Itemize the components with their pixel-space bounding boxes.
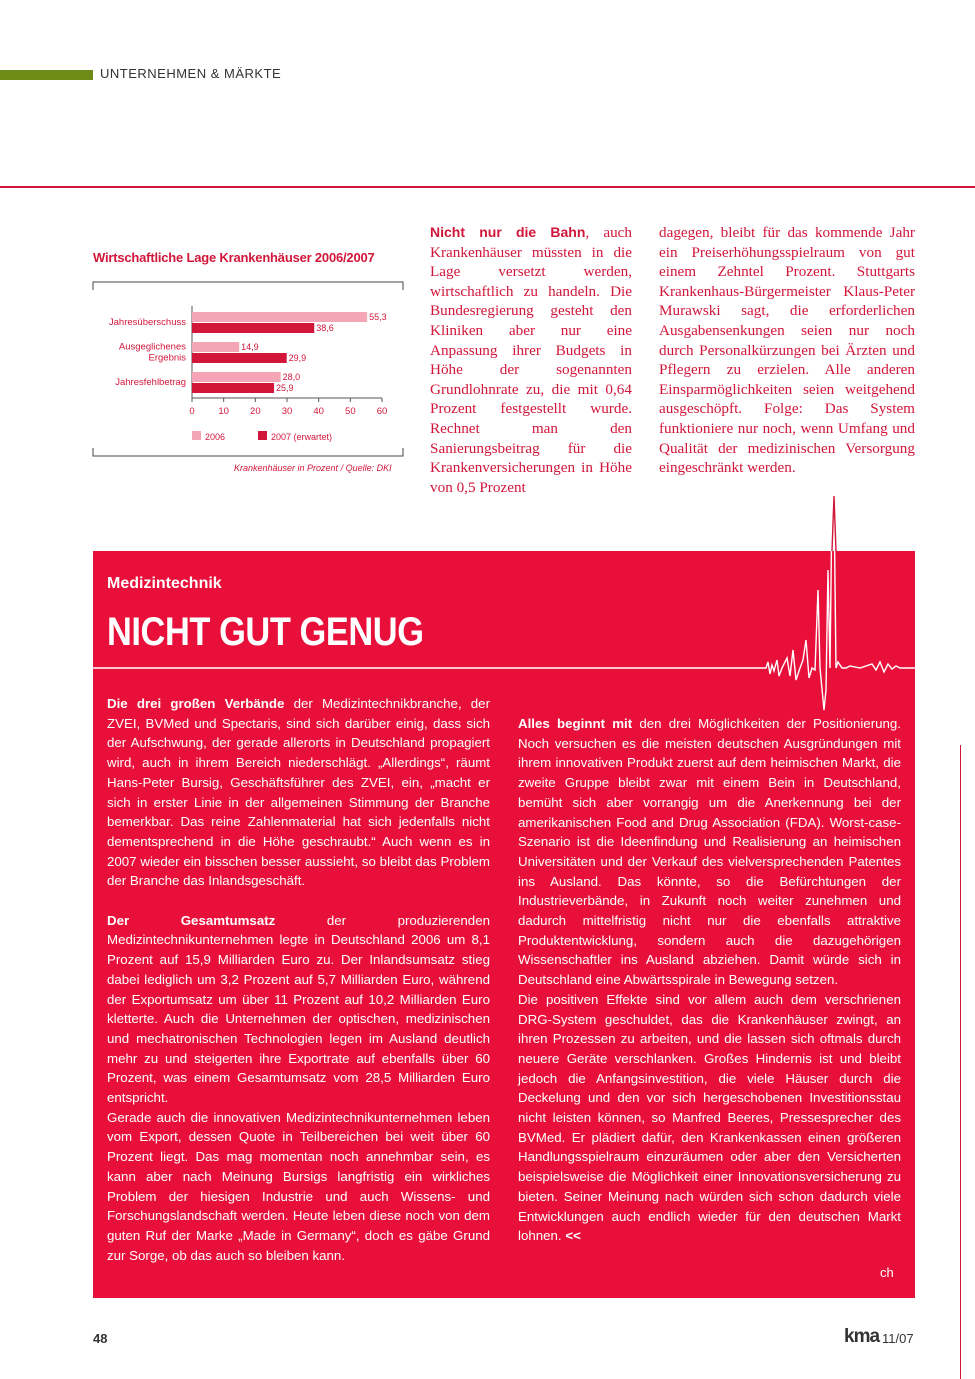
data-label: 38,6	[316, 323, 334, 333]
paragraph-1	[107, 694, 490, 891]
legend-label: 2007 (erwartet)	[271, 432, 333, 442]
bar-2007	[192, 323, 314, 333]
legend-swatch	[258, 431, 267, 440]
bar-2006	[192, 342, 239, 352]
intro-column-2: dagegen, bleibt für das kommende Jahr ein Preiserhöhungsspielraum von gut einem Zehntel Prozent. Stuttgarts Krankenhaus-Bürgermeister Klaus-Peter Murawski sagt, die erforderlichen Ausgabensenkungen seien nur noch durch Personalkürzungen bei Ärzten und Pflegern zu erzielen. Alle anderen Einsparmöglichkeiten seien weitgehend ausgeschöpft. Folge: Das System funktioniere nur noch, wenn Umfang und Qualität der medizinischen Versorgung eingeschränkt werden.	[659, 224, 915, 477]
chart-frame-bottom	[93, 448, 403, 456]
kma-logo: kma	[844, 1326, 880, 1347]
data-label: 25,9	[276, 383, 294, 393]
paragraph-2	[107, 911, 490, 1108]
paragraph-1-text: der Medizintechnikbranche, der ZVEI, BVMed und Spectaris, sind sich darüber einig, dass sich der Aufschwung, der gerade allerorts in Deutschland propagiert wird, auch in ihrem Bereich niederschlägt. „Allerdings“, räumt Hans-Peter Bursig, Geschäftsführer des ZVEI, ein, „macht er sich in erster Linie in der allgemeinen Stimmung der Branche bemerkbar. Das reine Zahlenmaterial hat sich jedenfalls nicht dementsprechend in die Höhe geschraubt.“ Auch wenn es in 2007 wieder ein bisschen besser aussieht, so bleibt das Problem der Branche das Inlandsgeschäft.	[107, 696, 490, 889]
side-rule	[960, 745, 961, 1379]
category-label: Jahresüberschuss	[108, 317, 186, 328]
paragraph-2-text: der produzierenden Medizintechnikunternehmen legte in Deutschland 2006 um 8,1 Prozent auf 15,9 Milliarden Euro zu. Der Inlandsumsatz stieg dabei lediglich um 3,2 Prozent auf 5,7 Milliarden Euro, während der Exportumsatz um über 11 Prozent auf 10,2 Milliarden Euro kletterte. Auch die Unternehmen der optischen, medizinischen und mechatronischen Technologien legen im Ausland deutlich mehr zu und steigerten ihre Exportrate auf ebenfalls über 60 Prozent, was einem Gesamtumsatz vom 28,5 Milliarden Euro entspricht.	[107, 912, 490, 1106]
data-label: 28,0	[282, 372, 301, 382]
bar-chart	[88, 278, 408, 463]
bar-2007	[192, 353, 287, 363]
intro-column-1	[430, 223, 632, 497]
page-number: 48	[93, 1331, 108, 1346]
paragraph-5	[518, 990, 901, 1246]
chart-title: Wirtschaftliche Lage Krankenhäuser 2006/2007	[93, 250, 375, 265]
paragraph-3: Gerade auch die innovativen Medizintechnikunternehmen leben vom Export, dessen Quote in Teilbereichen bei weit über 60 Prozent liegt. Das mag momentan noch annehmbar sein, es kann aber nach Meinung Bursigs langfristig ein wirkliches Problem der hiesigen Industrie und auch Wissens- und Forschungslandschaft werden. Heute leben diese noch von dem guten Ruf der Marke „Made in Germany“, doch es gäbe Grund zur Sorge, ob das auch so bleiben kann.	[107, 1109, 490, 1263]
data-label: 55,3	[369, 312, 387, 322]
x-tick-label: 40	[313, 406, 324, 417]
section-color-bar	[0, 70, 93, 80]
article-column-1	[107, 694, 490, 1265]
end-mark: <<	[565, 1228, 581, 1244]
x-tick-label: 10	[218, 406, 229, 417]
chart-frame	[93, 282, 403, 456]
chart-caption: Krankenhäuser in Prozent / Quelle: DKI	[234, 463, 392, 473]
article-column-2	[518, 714, 901, 1246]
x-tick-label: 50	[345, 406, 356, 417]
box-headline: NICHT GUT GENUG	[107, 610, 424, 654]
paragraph-5-text: Die positiven Effekte sind vor allem auch dem verschrienen DRG-System geschuldet, das die Krankenhäuser zwingt, an ihren Prozessen zu arbeiten, und die lassen sich oftmals durch neuere Geräte verschlanken. Großes Hindernis ist und bleibt jedoch die Anfangsinvestition, die viele Häuser durch die Deckelung und den vor sich hergeschobenen Investitionsstau nicht leisten können, so Manfred Beeres, Pressesprecher des BVMed. Er plädiert dafür, den Krankenkassen einen größeren Handlungsspielraum einzuräumen oder aber den Versicherten beispielsweise die Möglichkeit einer Innovationsversicherung zu bieten. Seiner Meinung nach würden sich schon dadurch viele Entwicklungen auch endlich wieder für den deutschen Markt lohnen.	[518, 991, 901, 1244]
paragraph-2-lead: Der Gesamtumsatz	[107, 912, 276, 928]
intro-lead: Nicht nur die Bahn	[430, 224, 586, 240]
box-kicker: Medizintechnik	[107, 575, 222, 592]
bar-2006	[192, 372, 281, 382]
x-tick-label: 60	[376, 406, 388, 417]
intro-text-1: , auch Krankenhäuser müssten in die Lage versetzt werden, wirtschaftlich zu handeln. Die Bundesregierung gesteht den Kliniken aber nur eine Anpassung ihrer Budgets in Höhe der sogenannten Grundlohnrate zu, die mit 0,64 Prozent festgestellt wurde. Rechnet man den Sanierungsbeitrag für die Krankenversicherungen in Höhe von 0,5 Prozent	[430, 224, 633, 496]
paragraph-4-text: den drei Möglichkeiten der Positionierung. Noch versuchen es die meisten deutschen Ausgründungen mit ihrem innovativen Produkt zuerst auf dem heimischen Markt, die zweite Gruppe bleibt zwar mit einem Bein in Deutschland, bemüht sich aber vorrangig um die Anerkennung bei der amerikanischen Food and Drug Association (FDA). Worst-case-Szenario ist die Ideenfindung und Realisierung an heimischen Universitäten und der Verkauf des vielversprechenden Patentes ins Ausland. Das könnte, so die Befürchtungen der Industrieverbände, in Zukunft noch weiter zunehmen und dadurch mittelfristig nicht nur die ebenfalls attraktive Produktentwicklung, sondern auch die dazugehörigen Wissenschaftler ins Ausland abziehen. Damit würde sich in Deutschland eine Abwärtsspirale in Bewegung setzen.	[518, 716, 901, 988]
issue-number: 11/07	[882, 1331, 914, 1346]
legend-label: 2006	[205, 432, 226, 442]
ecg-line-graphic	[0, 490, 975, 720]
category-label: Ergebnis	[148, 352, 186, 364]
bar-2007	[192, 383, 274, 393]
data-label: 14,9	[241, 342, 259, 352]
data-label: 29,9	[288, 353, 307, 363]
top-divider	[0, 186, 975, 188]
x-tick-label: 30	[281, 406, 293, 417]
x-tick-label: 0	[189, 406, 195, 417]
bar-2006	[192, 312, 367, 322]
author-initials: ch	[880, 1265, 894, 1280]
x-tick-label: 20	[250, 406, 261, 417]
section-label: UNTERNEHMEN & MÄRKTE	[100, 66, 282, 81]
chart-marks	[109, 312, 387, 442]
category-label: Ausgeglichenes	[118, 341, 186, 353]
chart-frame-top	[93, 282, 403, 290]
legend-swatch	[192, 431, 201, 440]
paragraph-4-lead: Alles beginnt mit	[518, 716, 633, 731]
paragraph-4	[518, 714, 901, 990]
paragraph-1-lead: Die drei großen Verbände	[107, 696, 285, 711]
category-label: Jahresfehlbetrag	[115, 377, 186, 388]
